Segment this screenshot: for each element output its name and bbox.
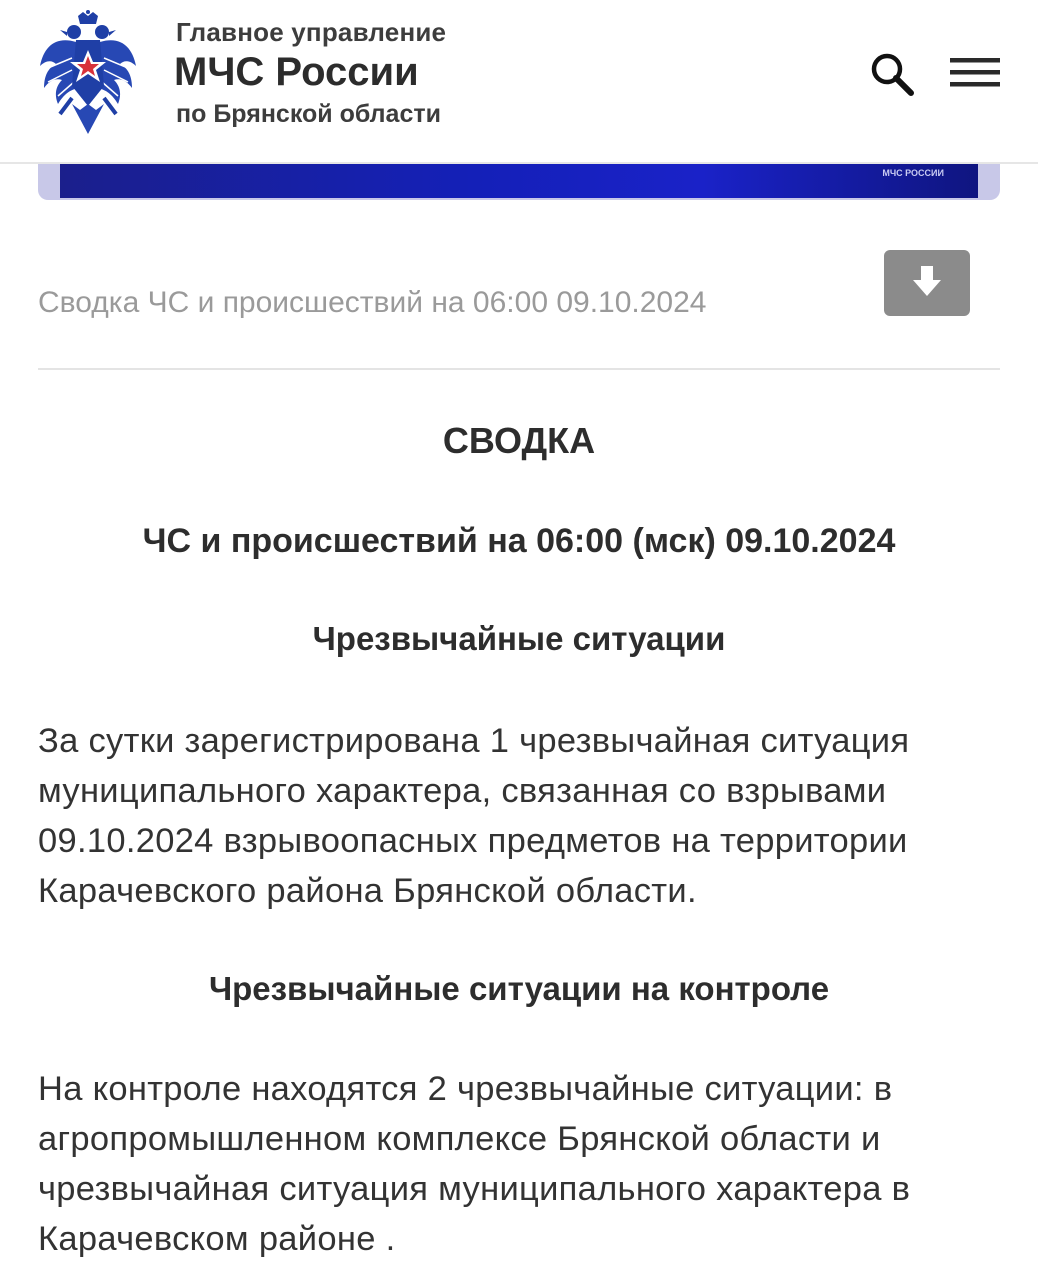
divider	[38, 368, 1000, 370]
org-region: по Брянской области	[176, 100, 441, 128]
section-text-under-control: На контроле находятся 2 чрезвычайные ситуации: в агропромышленном комплексе Брянской области и чрезвычайная ситуация муниципального характера в Карачевском районе .	[38, 1070, 911, 1258]
org-top-line: Главное управление	[176, 17, 447, 47]
download-arrow-icon	[884, 250, 970, 316]
banner-image[interactable]	[60, 158, 978, 198]
download-button[interactable]	[884, 250, 970, 316]
section-heading-under-control: Чрезвычайные ситуации на контроле	[208, 970, 830, 1007]
site-header	[0, 0, 1038, 164]
summary-title: Сводка ЧС и происшествий на 06:00 09.10.2024	[38, 286, 707, 319]
section-heading-emergencies: Чрезвычайные ситуации	[312, 620, 726, 657]
hamburger-menu-icon[interactable]	[948, 55, 1002, 91]
banner-caption: МЧС РОССИИ	[882, 168, 944, 178]
section-text-emergencies: За сутки зарегистрирована 1 чрезвычайная ситуация муниципального характера, связанная со взрывами 09.10.2024 взрывоопасных предметов на территории Карачевского района Брянской области.	[38, 722, 910, 910]
org-name[interactable]: МЧС России	[174, 50, 419, 94]
document-subtitle: ЧС и происшествий на 06:00 (мск) 09.10.2024	[142, 522, 896, 560]
emblem-icon[interactable]	[36, 10, 140, 138]
search-icon[interactable]	[868, 50, 916, 98]
document-title: СВОДКА	[442, 420, 596, 461]
